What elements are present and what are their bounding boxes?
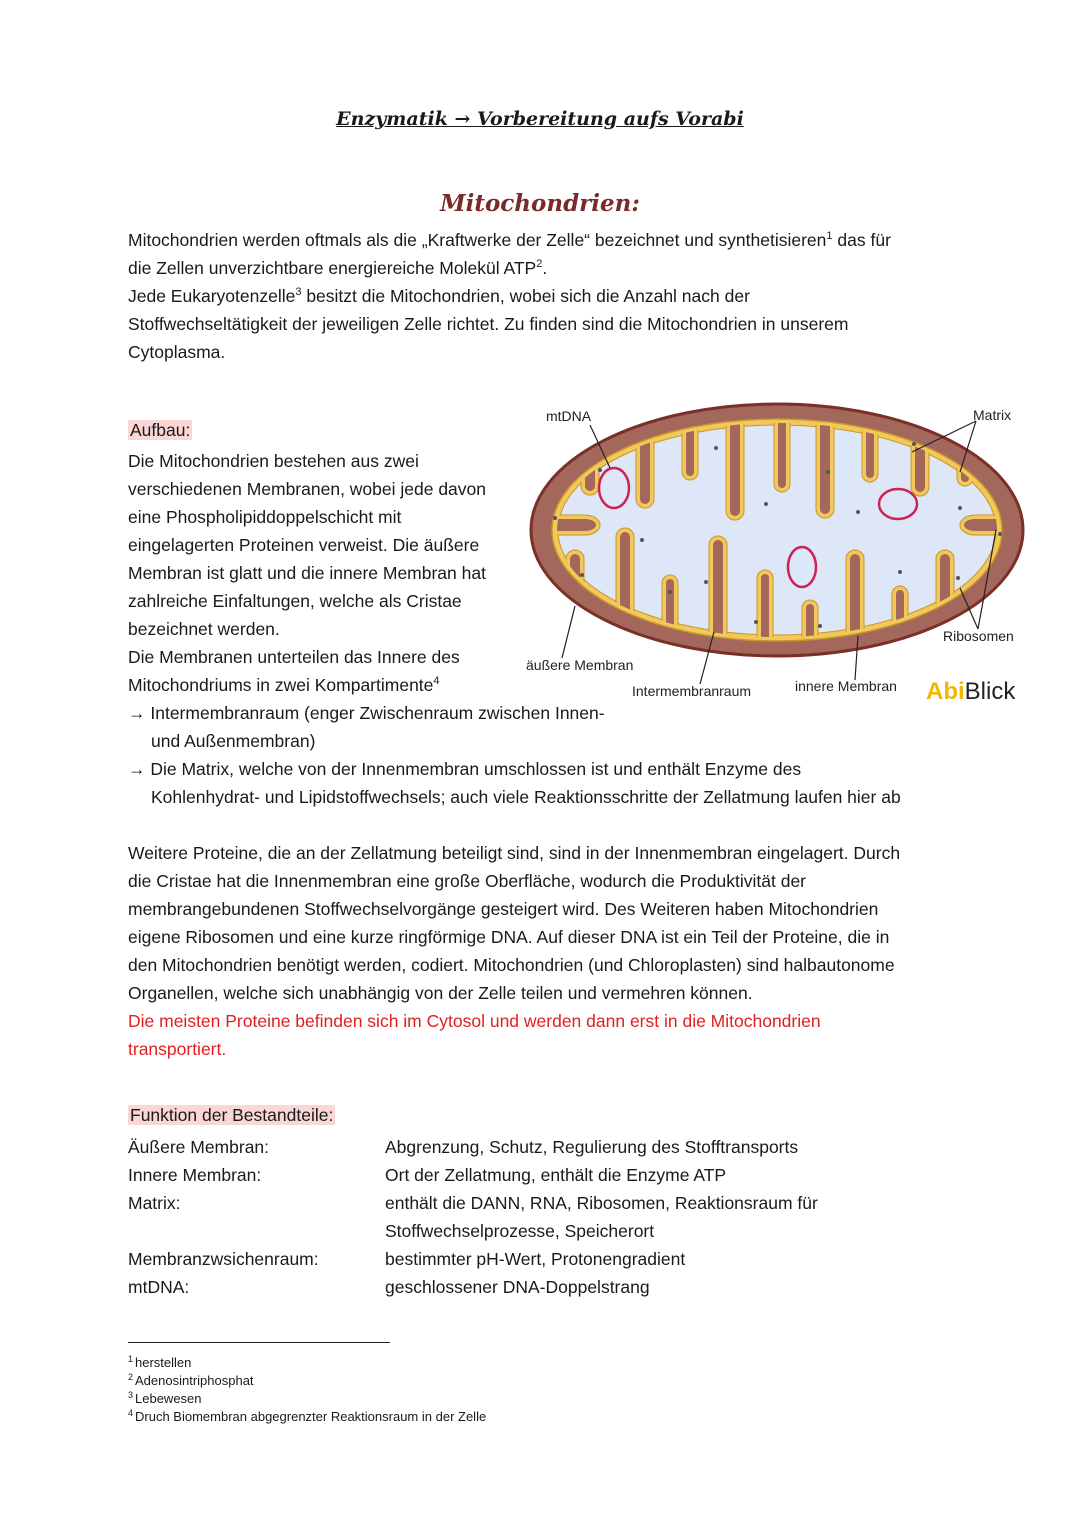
aufbau-line: eingelagerten Proteinen verweist. Die äußere: [128, 535, 480, 555]
crista-fold-space: [713, 540, 723, 645]
bullet-line: Kohlenhydrat- und Lipidstoffwechsels; auch viele Reaktionsschritte der Zellatmung laufen hier ab: [151, 787, 901, 807]
bullet-line: → Die Matrix, welche von der Innenmembran umschlossen ist und enthält Enzyme des: [128, 759, 802, 779]
aufbau-line: Die Mitochondrien bestehen aus zwei: [128, 451, 419, 471]
ribosome-dot: [818, 624, 822, 628]
intro-line-4: Stoffwechseltätigkeit der jeweiligen Zelle richtet. Zu finden sind die Mitochondrien in unserem: [128, 314, 849, 334]
label-mtdna: mtDNA: [546, 408, 592, 424]
footnote-num: 2: [128, 1371, 134, 1382]
intro-line-1: Mitochondrien werden oftmals als die „Kraftwerke der Zelle“ bezeichnet und synthetisieren: [128, 230, 827, 250]
intro-line-5: Cytoplasma.: [128, 342, 226, 362]
footnote: [128, 1408, 486, 1426]
logo-abi: Abi: [926, 678, 965, 705]
funktion-value: Stoffwechselprozesse, Speicherort: [385, 1221, 655, 1241]
footnote-text: Adenosintriphosphat: [135, 1373, 254, 1388]
ribosome-dot: [956, 576, 960, 580]
aufbau-paragraph: [128, 447, 486, 699]
funktion-value: Abgrenzung, Schutz, Regulierung des Stofftransports: [385, 1137, 799, 1157]
weitere-line: eigene Ribosomen und eine kurze ringförmige DNA. Auf dieser DNA ist ein Teil der Proteine, die in: [128, 927, 890, 947]
label-ribosomen: Ribosomen: [943, 628, 1014, 644]
ribosome-dot: [856, 510, 860, 514]
funktion-label: Matrix:: [128, 1193, 181, 1213]
intro-line-1-end: das für: [832, 230, 891, 250]
crista-fold-space: [730, 415, 740, 516]
ribosome-dot: [704, 580, 708, 584]
footnote-text: Lebewesen: [135, 1391, 202, 1406]
footnote-text: Druch Biomembran abgegrenzter Reaktionsraum in der Zelle: [135, 1409, 487, 1424]
footnote: [128, 1390, 486, 1408]
weitere-line: membrangebundenen Stoffwechselvorgänge gesteigert wird. Des Weiteren haben Mitochondrien: [128, 899, 879, 919]
ribosome-dot: [553, 516, 557, 520]
bullet-line: und Außenmembran): [151, 731, 316, 751]
footnote-ref-2: 2: [536, 258, 543, 271]
aufbau-line: eine Phospholipiddoppelschicht mit: [128, 507, 402, 527]
footnote: [128, 1372, 486, 1390]
intro-line-3-end: besitzt die Mitochondrien, wobei sich die Anzahl nach der: [301, 286, 750, 306]
ribosome-dot: [898, 570, 902, 574]
ribosome-dot: [958, 506, 962, 510]
footnote-ref-3: 3: [295, 286, 302, 299]
label-innere-membran: innere Membran: [795, 678, 897, 694]
document-title: Enzymatik → Vorbereitung aufs Vorabi: [336, 108, 744, 130]
crista-fold-space: [820, 418, 830, 514]
weitere-line: Organellen, welche sich unabhängig von der Zelle teilen und vermehren können.: [128, 983, 753, 1003]
bullet-matrix: [128, 755, 901, 811]
ribosome-dot: [580, 573, 584, 577]
crista-fold-space: [778, 415, 786, 488]
funktion-label: Äußere Membran:: [128, 1137, 270, 1157]
aufbau-heading-text: Aufbau:: [130, 420, 191, 440]
funktion-label: mtDNA:: [128, 1277, 190, 1297]
ribosome-dot: [912, 442, 916, 446]
weitere-line: die Cristae hat die Innenmembran eine große Oberfläche, wodurch die Produktivität der: [128, 871, 807, 891]
section-title: Mitochondrien:: [440, 190, 640, 217]
funktion-label: Innere Membran:: [128, 1165, 262, 1185]
ribosome-dot: [668, 590, 672, 594]
aufbau-line: verschiedenen Membranen, wobei jede davon: [128, 479, 487, 499]
abiblick-logo: [926, 678, 1015, 706]
funktion-value: bestimmter pH-Wert, Protonengradient: [385, 1249, 686, 1269]
ribosome-dot: [826, 470, 830, 474]
ribosome-dot: [714, 446, 718, 450]
aufbau-line: bezeichnet werden.: [128, 619, 280, 639]
footnote-num: 4: [128, 1407, 134, 1418]
ribosome-dot: [754, 620, 758, 624]
funktion-heading: [128, 1101, 335, 1129]
label-intermembranraum: Intermembranraum: [632, 683, 752, 699]
intro-line-2: die Zellen unverzichtbare energiereiche Molekül ATP: [128, 258, 537, 278]
footnote-ref-1: 1: [826, 230, 833, 243]
label-matrix: Matrix: [973, 407, 1012, 423]
weitere-red-line: Die meisten Proteine befinden sich im Cytosol und werden dann erst in die Mitochondrien: [128, 1011, 821, 1031]
leader-line: [562, 606, 575, 658]
logo-blick: Blick: [964, 678, 1016, 705]
label-aeussere-membran: äußere Membran: [526, 657, 634, 673]
mitochondrion-diagram: [520, 400, 1040, 710]
aufbau-last-line: Mitochondriums in zwei Kompartimente: [128, 675, 434, 695]
funktion-value: geschlossener DNA-Doppelstrang: [385, 1277, 650, 1297]
intro-paragraph: Mitochondrien werden oftmals als die „Kraftwerke der Zelle“ bezeichnet und synthetisieren$^1$ das für die Zellen unverzichtbare energiereiche Molekül ATP$^2$. Jede Eukaryotenzelle$^3$ besitzt die Mitochondrien, wobei sich die Anzahl nach der Stoffwechseltätigkeit der jeweiligen Zelle richtet. Zu finden sind die Mitochondrien in unserem Cytoplasma.: [128, 226, 891, 366]
footnote-num: 1: [128, 1353, 134, 1364]
intro-line-3: Jede Eukaryotenzelle: [128, 286, 296, 306]
ribosome-dot: [998, 532, 1002, 536]
weitere-paragraph: [128, 839, 900, 1063]
ribosome-dot: [640, 538, 644, 542]
footnote-ref-4: 4: [433, 675, 440, 688]
footnote-text: herstellen: [135, 1355, 192, 1370]
aufbau-line: Die Membranen unterteilen das Innere des: [128, 647, 460, 667]
weitere-red-line: transportiert.: [128, 1039, 227, 1059]
footnotes: [128, 1354, 486, 1426]
aufbau-heading: [128, 416, 192, 444]
ribosome-dot: [598, 468, 602, 472]
aufbau-line: Membran ist glatt und die innere Membran hat: [128, 563, 486, 583]
funktion-heading-text: Funktion der Bestandteile:: [130, 1105, 334, 1125]
weitere-line: Weitere Proteine, die an der Zellatmung beteiligt sind, sind in der Innenmembran eingelagert. Durch: [128, 843, 901, 863]
footnote-divider: [128, 1342, 390, 1343]
footnote-num: 3: [128, 1389, 134, 1400]
ribosome-dot: [764, 502, 768, 506]
bullet-line: → Intermembranraum (enger Zwischenraum zwischen Innen-: [128, 703, 605, 723]
funktion-value: Ort der Zellatmung, enthält die Enzyme ATP: [385, 1165, 727, 1185]
aufbau-line: zahlreiche Einfaltungen, welche als Cristae: [128, 591, 462, 611]
crista-fold-space: [761, 574, 769, 645]
footnote: [128, 1354, 486, 1372]
funktion-label: Membranzwsichenraum:: [128, 1249, 319, 1269]
funktion-value: enthält die DANN, RNA, Ribosomen, Reaktionsraum für: [385, 1193, 818, 1213]
weitere-line: den Mitochondrien benötigt werden, codiert. Mitochondrien (und Chloroplasten) sind halbautonome: [128, 955, 895, 975]
